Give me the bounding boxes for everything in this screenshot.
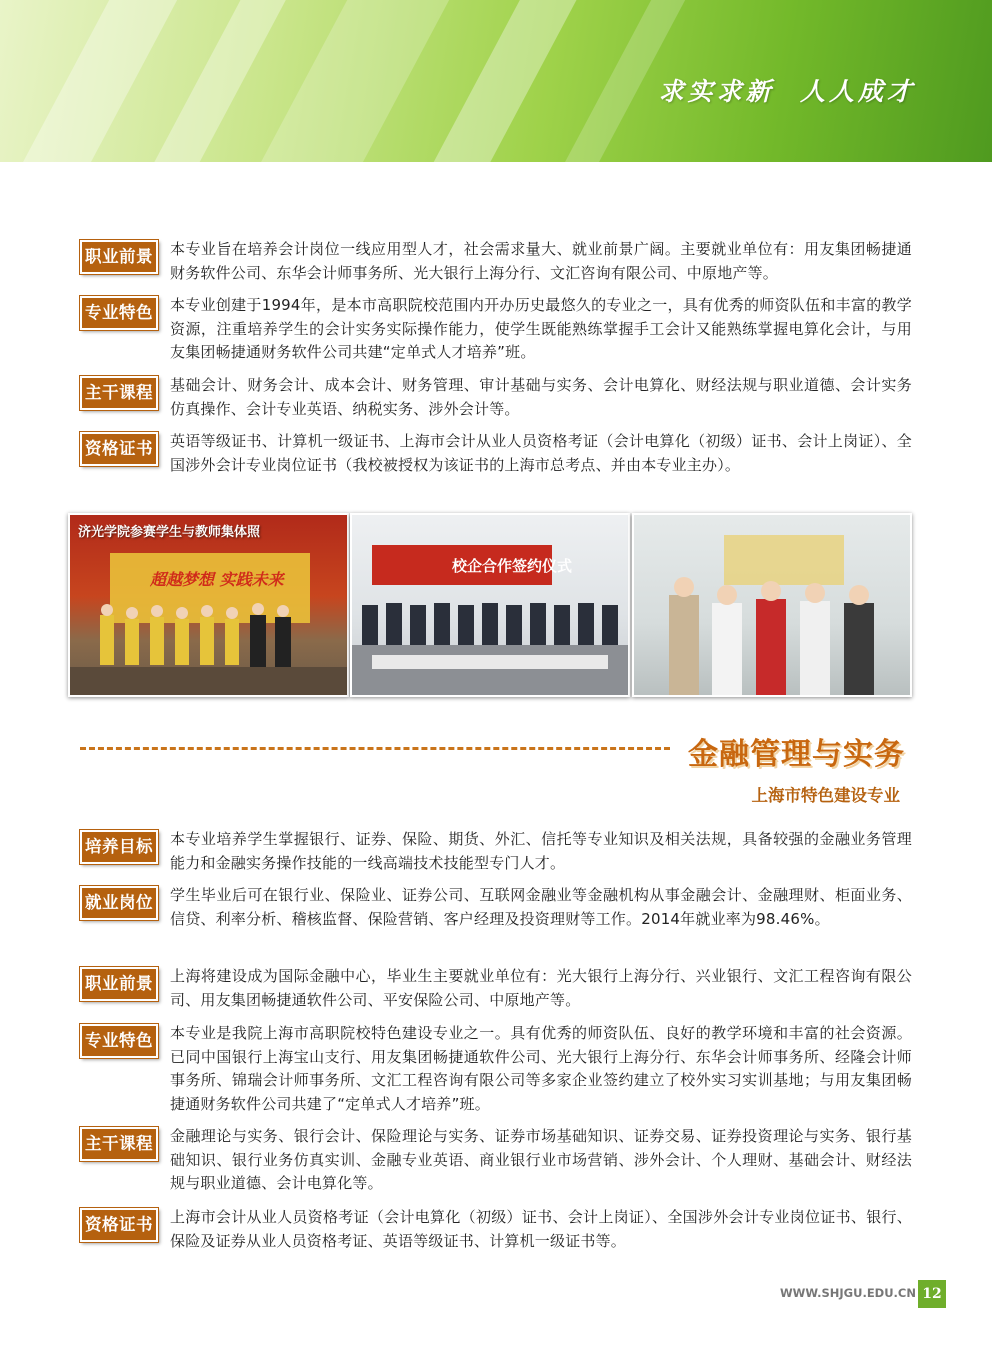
slogan: 求实求新 人人成才 [658, 77, 916, 106]
photo-caption: 济光学院参赛学生与教师集体照 [78, 525, 261, 540]
row-tag: 专业特色 [80, 296, 158, 330]
row-text: 学生毕业后可在银行业、保险业、证券公司、互联网金融业等金融机构从事金融会计、金融理财、柜面业务、信贷、利率分析、稽核监督、保险营销、客户经理及投资理财等工作。2014年就业率为98.46%。 [170, 886, 912, 928]
row-tag: 主干课程 [80, 1127, 158, 1161]
row-text: 英语等级证书、计算机一级证书、上海市会计从业人员资格考证（会计电算化（初级）证书、会计上岗证）、全国涉外会计专业岗位证书（我校被授权为该证书的上海市总考点、并由本专业主办）。 [170, 432, 912, 474]
major-subtitle: 上海市特色建设专业 [751, 786, 900, 805]
row-text: 上海将建设成为国际金融中心，毕业生主要就业单位有：光大银行上海分行、兴业银行、文汇工程咨询有限公司、用友集团畅捷通软件公司、平安保险公司、中原地产等。 [170, 967, 912, 1009]
website-url: WWW.SHJGU.EDU.CN [780, 1286, 916, 1300]
row-text: 上海市会计从业人员资格考证（会计电算化（初级）证书、会计上岗证）、全国涉外会计专业岗位证书、银行、保险及证券从业人员资格考证、英语等级证书、计算机一级证书等。 [170, 1208, 912, 1250]
row-text: 本专业创建于1994年，是本市高职院校范围内开办历史最悠久的专业之一，具有优秀的师资队伍和丰富的教学资源，注重培养学生的会计实务实际操作能力，使学生既能熟练掌握手工会计又能熟练掌握电算化会计，与用友集团畅捷通财务软件公司共建“定单式人才培养”班。 [170, 296, 912, 361]
row-tag: 培养目标 [80, 830, 158, 864]
row-tag: 职业前景 [80, 967, 158, 1001]
photo-competition [68, 513, 349, 697]
header-banner [0, 0, 992, 162]
page-number: 12 [918, 1280, 946, 1308]
row-tag: 资格证书 [80, 432, 158, 466]
row-text: 本专业培养学生掌握银行、证券、保险、期货、外汇、信托等专业知识及相关法规，具备较强的金融业务管理能力和金融实务操作技能的一线高端技术技能型专门人才。 [170, 830, 912, 872]
photo-strip [68, 513, 912, 693]
row-text: 本专业是我院上海市高职院校特色建设专业之一。具有优秀的师资队伍、良好的教学环境和丰富的社会资源。已同中国银行上海宝山支行、用友集团畅捷通软件公司、光大银行上海分行、东华会计师事务所、经隆会计师事务所、锦瑞会计师事务所、文汇工程咨询有限公司等多家企业签约建立了校外实习实训基地；与用友集团畅捷通财务软件公司共建了“定单式人才培养”班。 [170, 1024, 912, 1113]
major-title: 金融管理与实务 [688, 737, 905, 772]
row-tag: 主干课程 [80, 376, 158, 410]
row-tag: 职业前景 [80, 240, 158, 274]
row-tag: 就业岗位 [80, 886, 158, 920]
section-divider [80, 747, 670, 750]
row-tag: 专业特色 [80, 1024, 158, 1058]
row-text: 金融理论与实务、银行会计、保险理论与实务、证券市场基础知识、证券交易、证券投资理论与实务、银行基础知识、银行业务仿真实训、金融专业英语、商业银行业市场营销、涉外会计、个人理财、基础会计、财经法规与职业道德、会计电算化等。 [170, 1127, 912, 1192]
photo-banner-text: 校企合作签约仪式 [452, 557, 573, 575]
row-text: 基础会计、财务会计、成本会计、财务管理、审计基础与实务、会计电算化、财经法规与职业道德、会计实务仿真操作、会计专业英语、纳税实务、涉外会计等。 [170, 376, 912, 418]
row-text: 本专业旨在培养会计岗位一线应用型人才，社会需求量大、就业前景广阔。主要就业单位有：用友集团畅捷通财务软件公司、东华会计师事务所、光大银行上海分行、文汇咨询有限公司、中原地产等。 [170, 240, 912, 282]
photo-signing [350, 513, 630, 697]
photo-students [632, 513, 912, 697]
row-tag: 资格证书 [80, 1208, 158, 1242]
photo-banner-text: 超越梦想 实践未来 [150, 570, 284, 589]
